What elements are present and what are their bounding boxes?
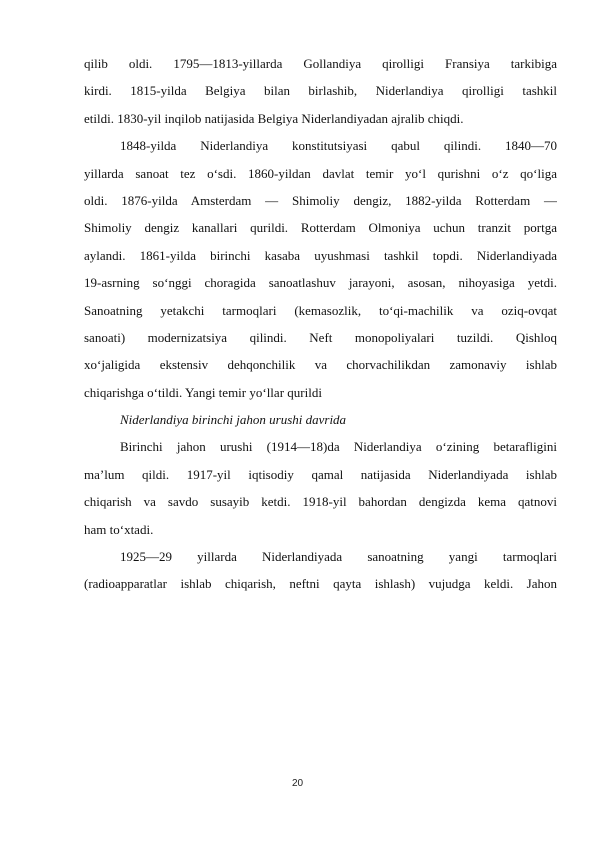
text-line: qilib oldi. 1795—1813-yillarda Gollandiya qirolligi Fransiya tarkibiga: [84, 56, 557, 71]
page-body: [84, 50, 557, 598]
paragraph-start-line: 1848-yilda Niderlandiya konstitutsiyasi qabul qilindi. 1840—70: [120, 138, 557, 154]
text-line: chiqarishga o‘tildi. Yangi temir yo‘llar qurildi: [84, 384, 322, 400]
text-line: ham to‘xtadi.: [84, 521, 154, 537]
paragraph-start-line: 1925—29 yillarda Niderlandiyada sanoatning yangi tarmoqlari: [120, 549, 557, 565]
section-heading: Niderlandiya birinchi jahon urushi davrida: [120, 412, 347, 428]
text-line: chiqarish va savdo susayib ketdi. 1918-yil bahordan dengizda kema qatnovi: [84, 494, 557, 510]
text-line: etildi. 1830-yil inqilob natijasida Belgiya Niderlandiyadan ajralib chiqdi.: [84, 110, 464, 126]
text-line: Sanoatning yetakchi tarmoqlari (kemasozlik, to‘qi-machilik va oziq-ovqat: [84, 302, 557, 318]
text-line: aylandi. 1861-yilda birinchi kasaba uyushmasi tashkil topdi. Niderlandiyada: [84, 247, 557, 263]
text-line: Shimoliy dengiz kanallari qurildi. Rotterdam Olmoniya uchun tranzit portga: [84, 220, 557, 236]
text-line: yillarda sanoat tez o‘sdi. 1860-yildan davlat temir yo‘l qurishni o‘z qo‘liga: [84, 165, 557, 181]
text-line: (radioapparatlar ishlab chiqarish, neftni qayta ishlash) vujudga keldi. Jahon: [84, 576, 557, 592]
text-line: 19-asrning so‘nggi choragida sanoatlashuv jarayoni, asosan, nihoyasiga yetdi.: [84, 275, 557, 291]
text-line: oldi. 1876-yilda Amsterdam — Shimoliy dengiz, 1882-yilda Rotterdam —: [84, 192, 557, 208]
page-number: 20: [291, 778, 304, 789]
text-line: sanoati) modernizatsiya qilindi. Neft monopoliyalari tuzildi. Qishloq: [84, 329, 557, 345]
text-line: xo‘jaligida ekstensiv dehqonchilik va chorvachilikdan zamonaviy ishlab: [84, 357, 557, 373]
text-line: kirdi. 1815-yilda Belgiya bilan birlashib, Niderlandiya qirolligi tashkil: [84, 83, 557, 99]
paragraph-start-line: Birinchi jahon urushi (1914—18)da Niderlandiya o‘zining betarafligini: [120, 439, 557, 455]
text-line: ma’lum qildi. 1917-yil iqtisodiy qamal natijasida Niderlandiyada ishlab: [84, 466, 557, 482]
